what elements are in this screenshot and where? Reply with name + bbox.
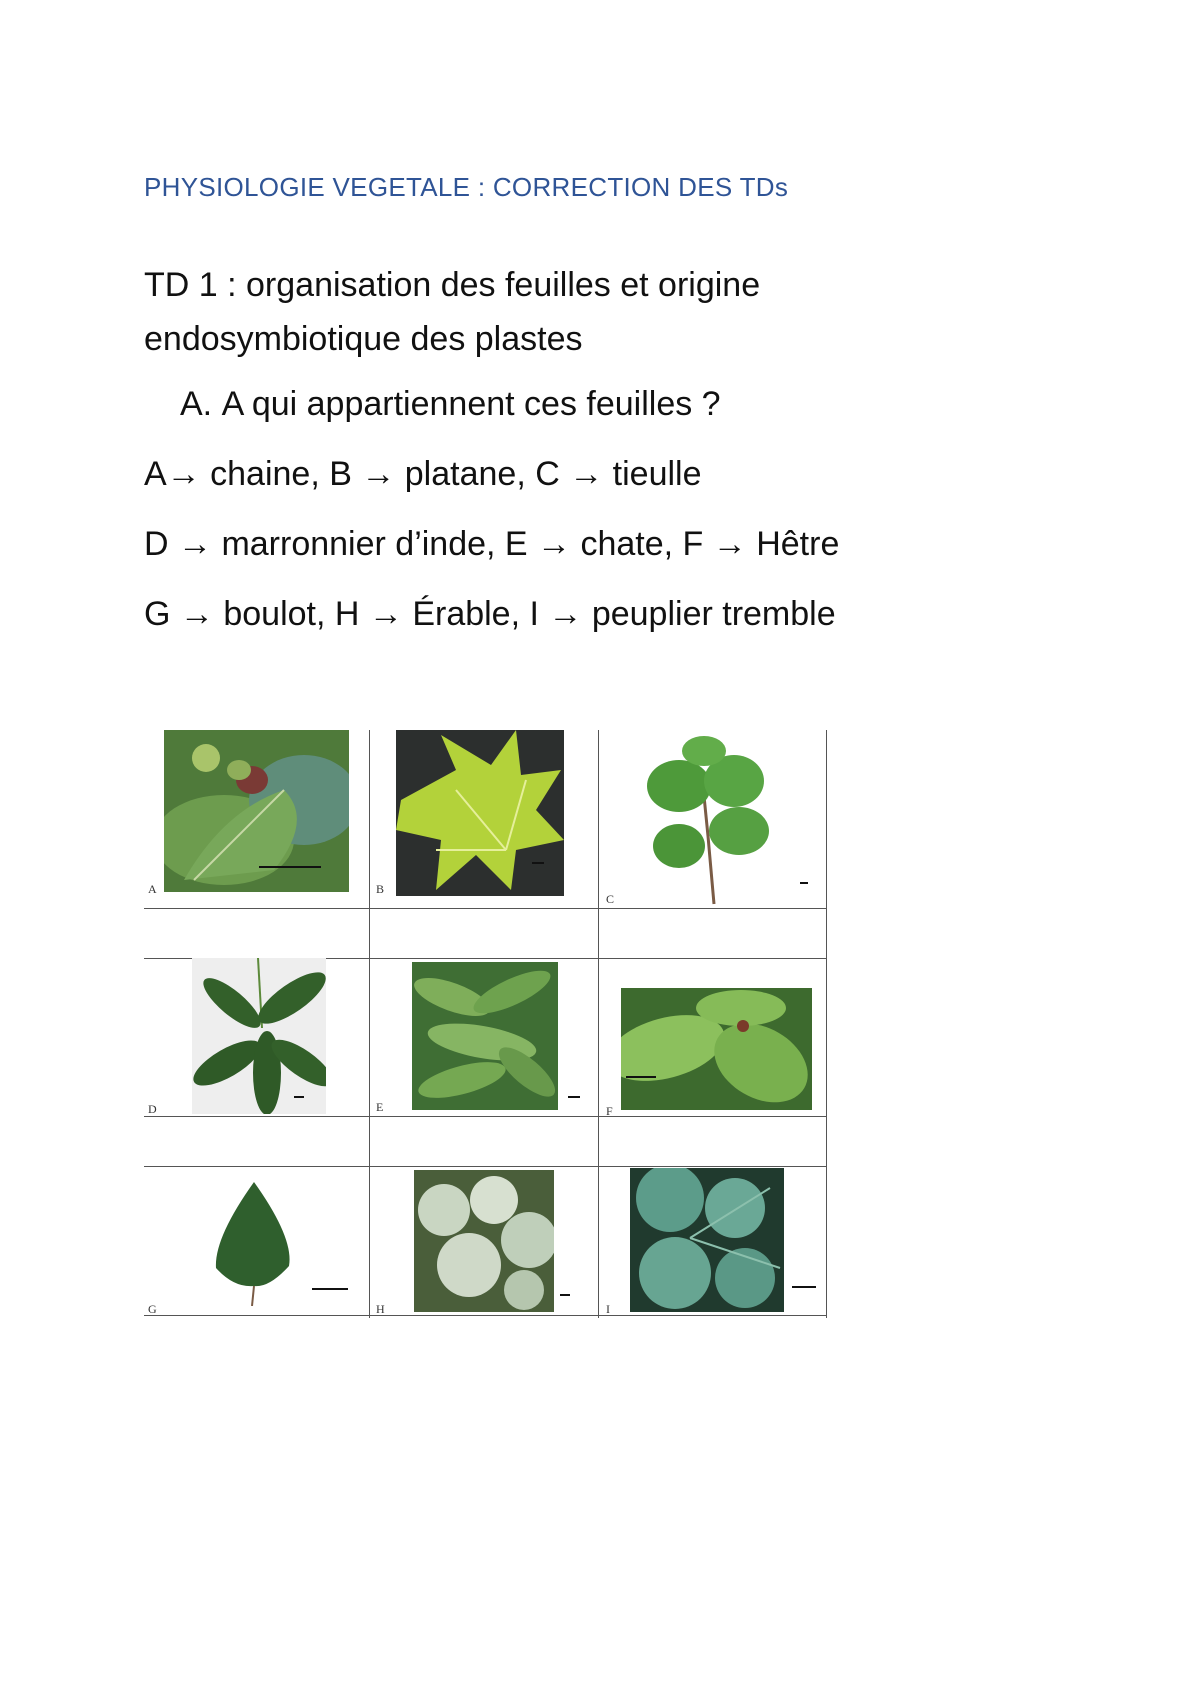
leaf-figure-grid — [144, 730, 827, 1318]
chestnut-leaves-photo — [412, 962, 558, 1110]
td-title: TD 1 : organisation des feuilles et origine endosymbiotique des plastes — [144, 266, 761, 358]
scale-bar — [259, 866, 321, 868]
panel-label-f: F — [606, 1104, 613, 1118]
answer-line-3: G → boulot, H → Érable, I → peuplier tremble — [144, 595, 836, 633]
grid-line — [144, 1116, 827, 1117]
panel-label-e: E — [376, 1100, 384, 1114]
maple-leaves-photo — [414, 1170, 554, 1312]
panel-label-b: B — [376, 882, 385, 896]
answer-line-1: A→ chaine, B → platane, C → tieulle — [144, 455, 702, 493]
scale-bar — [312, 1288, 348, 1290]
panel-label-d: D — [148, 1102, 157, 1116]
grid-line — [826, 730, 827, 1318]
grid-line — [598, 730, 599, 1318]
scale-bar — [626, 1076, 656, 1078]
plane-tree-leaf-photo — [396, 730, 564, 896]
grid-line — [144, 1315, 827, 1316]
panel-label-c: C — [606, 892, 615, 906]
horse-chestnut-leaf-photo — [192, 958, 326, 1114]
scale-bar — [568, 1096, 580, 1098]
beech-leaves-photo — [621, 988, 812, 1110]
grid-line — [144, 1166, 827, 1167]
linden-branch-photo — [634, 736, 774, 906]
section-heading: A. A qui appartiennent ces feuilles ? — [180, 385, 721, 423]
aspen-leaves-photo — [630, 1168, 784, 1312]
grid-line — [369, 730, 370, 1318]
oak-leaf-acorn-photo — [164, 730, 349, 892]
answer-line-2: D → marronnier d’inde, E → chate, F → Hêtre — [144, 525, 840, 563]
scale-bar — [532, 862, 544, 864]
grid-line — [144, 908, 827, 909]
scale-bar — [560, 1294, 570, 1296]
page-header-title: PHYSIOLOGIE VEGETALE : CORRECTION DES TDs — [144, 172, 789, 202]
scale-bar — [294, 1096, 304, 1098]
panel-label-g: G — [148, 1302, 157, 1316]
panel-label-h: H — [376, 1302, 385, 1316]
panel-label-i: I — [606, 1302, 610, 1316]
scale-bar — [792, 1286, 816, 1288]
birch-leaf-photo — [204, 1178, 304, 1306]
panel-label-a: A — [148, 882, 157, 896]
scale-bar — [800, 882, 808, 884]
